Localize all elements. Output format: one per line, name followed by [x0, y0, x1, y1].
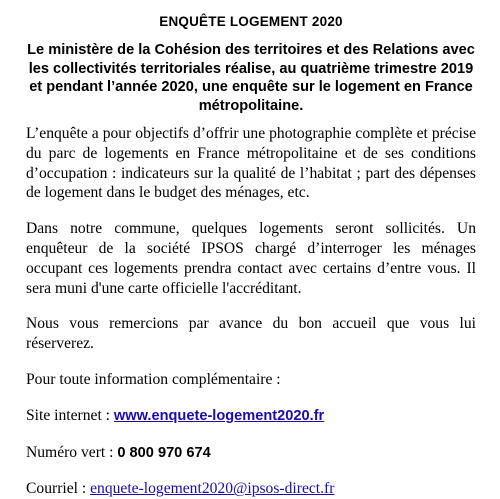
lead-paragraph: Le ministère de la Cohésion des territoires et des Relations avec les collectivités territoriales réalise, au quatrième trimestre 2019 et pendant l’année 2020, une enquête sur le logement en France métropolitaine. [27, 42, 475, 114]
website-label: Site internet : [26, 406, 114, 424]
phone-label: Numéro vert : [26, 443, 118, 461]
paragraph-objectives: L’enquête a pour objectifs d’offrir une photographie complète et précise du parc de logements en France métropolitaine et de ses conditions d’occupation : indicateurs sur la qualité de l’habitat ; part des dépenses de logement dans le budget des ménages, etc. [26, 125, 476, 202]
document-title: ENQUÊTE LOGEMENT 2020 [159, 14, 343, 29]
paragraph-thanks: Nous vous remercions par avance du bon accueil que vous lui réserverez. [26, 315, 476, 353]
paragraph-survey-details: Dans notre commune, quelques logements seront sollicités. Un enquêteur de la société IPSOS chargé d’interroger les ménages occupant ces logements prendra contact avec certains d’entre vous. Il sera muni d'une carte officielle l'accréditant. [26, 220, 476, 297]
email-link[interactable]: enquete-logement2020@ipsos-direct.fr [90, 480, 335, 498]
email-label: Courriel : [26, 480, 91, 498]
phone-line [26, 443, 476, 464]
website-line [26, 406, 476, 427]
website-link[interactable]: www.enquete-logement2020.fr [113, 407, 325, 424]
phone-number: 0 800 970 674 [117, 444, 211, 461]
email-line [26, 479, 476, 499]
info-intro: Pour toute information complémentaire : [26, 370, 281, 388]
